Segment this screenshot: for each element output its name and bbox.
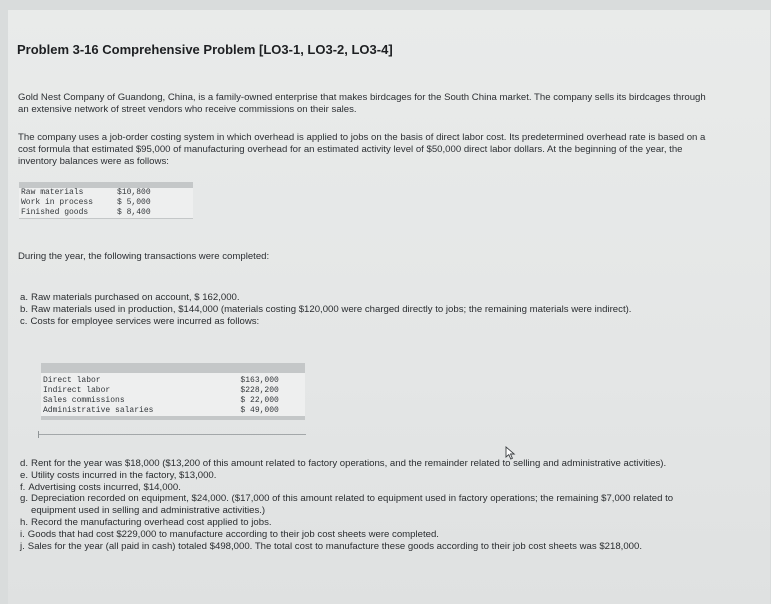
list-item [20,541,700,553]
table-row [19,208,153,218]
item-text: Utility costs incurred in the factory, $13,000. [31,469,217,481]
item-text: Raw materials purchased on account, $ 162,000. [31,292,240,303]
list-item [20,482,700,494]
row-label: Raw materials [21,188,84,197]
row-label: Work in process [21,198,94,207]
table-row [19,198,153,208]
row-value: $ 49,000 [240,406,279,415]
item-letter: h. [20,516,29,528]
table-row [41,376,281,386]
transactions-list-dj [20,458,700,552]
item-letter: a. [20,292,29,303]
row-value: $ 22,000 [240,396,279,405]
row-value: $228,200 [240,386,279,395]
table-row [19,188,153,198]
list-item [20,292,700,304]
row-label: Finished goods [21,208,89,217]
item-text: Raw materials used in production, $144,000 (materials costing $120,000 were charged directly to jobs; the remaining materials were indirect). [31,303,632,315]
item-letter: g. [20,493,29,505]
row-value: $ 8,400 [117,208,151,217]
row-value: $10,800 [117,188,151,197]
item-text: Goods that had cost $229,000 to manufacture according to their job cost sheets were completed. [27,528,439,540]
table-scroll-rule [38,434,306,435]
item-letter: f. [20,481,26,493]
transactions-intro: During the year, the following transactions were completed: [18,251,270,262]
table-row [41,386,281,396]
list-item [20,304,700,316]
table-row [41,396,281,406]
table-row [41,406,281,416]
item-letter: e. [20,469,29,481]
problem-page [8,10,770,604]
item-letter: j. [20,540,25,552]
list-item [20,470,700,482]
list-item [20,493,700,517]
item-text: Costs for employee services were incurred as follows: [30,315,260,327]
list-item [20,529,700,541]
row-label: Direct labor [43,376,101,385]
item-letter: d. [20,458,29,469]
row-label: Administrative salaries [43,406,154,415]
employee-costs-table [41,363,305,420]
list-item [20,517,700,529]
item-text: Rent for the year was $18,000 ($13,200 of this amount related to factory operations, and the remainder related to selling and administrative activities). [31,458,667,469]
costing-paragraph: The company uses a job-order costing system in which overhead is applied to jobs on the basis of direct labor cost. Its predetermined overhead rate is based on a cost formula that estimated $95,000 of manufacturing overhead for an estimated activity level of $50,000 direct labor dollars. At the beginning of the year, the inventory balances were as follows: [18,132,706,167]
item-letter: i. [20,528,25,540]
item-letter: b. [20,303,29,315]
intro-paragraph: Gold Nest Company of Guandong, China, is a family-owned enterprise that makes birdcages for the South China market. The company sells its birdcages through an extensive network of street vendors who receive commissions on their sales. [18,92,706,115]
item-letter: c. [20,315,28,327]
row-value: $163,000 [240,376,279,385]
row-label: Sales commissions [43,396,125,405]
list-item [20,316,700,328]
item-text: Sales for the year (all paid in cash) totaled $498,000. The total cost to manufacture these goods according to their job cost sheets was $218,000. [27,540,642,552]
row-value: $ 5,000 [117,198,151,207]
row-label: Indirect labor [43,386,111,395]
item-text: Depreciation recorded on equipment, $24,000. ($17,000 of this amount related to equipment used in factory operations; the remaining $7,000 related to equipment used in selling and administrative activities.) [31,493,674,517]
list-item [20,458,700,470]
transactions-list-abc [20,292,700,327]
table-scroll-rule-end [38,431,39,438]
problem-title: Problem 3-16 Comprehensive Problem [LO3-1, LO3-2, LO3-4] [17,42,393,57]
item-text: Record the manufacturing overhead cost applied to jobs. [31,516,272,528]
item-text: Advertising costs incurred, $14,000. [28,481,181,493]
inventory-balances-table [19,182,193,219]
